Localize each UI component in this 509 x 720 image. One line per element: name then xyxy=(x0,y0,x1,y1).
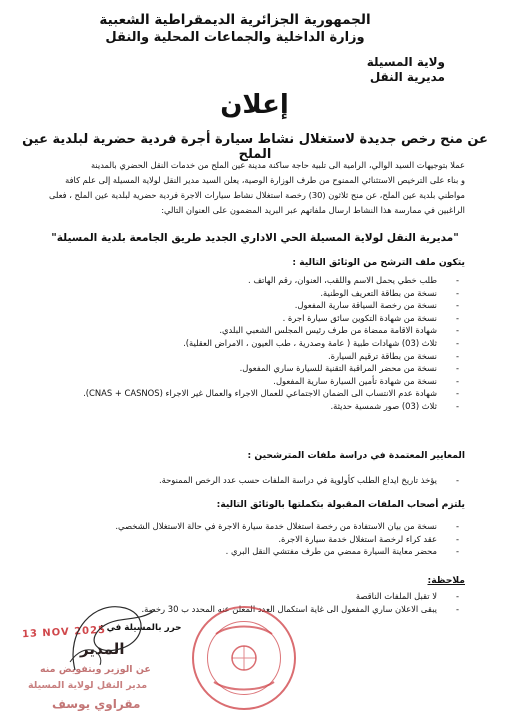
signature-place-date: حرر بالمسيلة في : xyxy=(100,623,182,633)
list-item: - نسخة من رخصة السياقة سارية المفعول. xyxy=(39,299,459,312)
list-item: - شهادة الاقامة ممضاة من طرف رئيس المجلس الشعبي البلدي. xyxy=(39,324,459,337)
notes-heading: ملاحظة: xyxy=(427,575,465,586)
handwritten-signature xyxy=(55,590,165,680)
intro-line: الراغبين في ممارسة هذا النشاط ارسال ملفاتهم عبر البريد المضمون على العنوان التالي: xyxy=(161,205,465,215)
intro-line: و بناء على الترخيص الاستثنائي الممنوح من طرف الوزارة الوصية، يعلن السيد مدير النقل لولاية المسيلة إلى علم كافة xyxy=(65,175,465,185)
list-item: - يبقى الاعلان ساري المفعول الى غاية استكمال العدد المعلن عنه المحدد ب 30 رخصة. xyxy=(39,603,459,616)
signatory-department: مدير النقل لولاية المسيلة xyxy=(28,680,148,691)
list-item: - نسخة من بيان الاستفادة من رخصة استغلال خدمة سيارة الاجرة في حالة الاستغلال الشخصي. xyxy=(39,520,459,533)
document-title: إعلان xyxy=(220,90,289,120)
accepted-documents-list xyxy=(39,520,459,558)
list-item: - يؤخذ تاريخ ايداع الطلب كأولوية في دراسة الملفات حسب عدد الرخص الممنوحة. xyxy=(39,474,459,487)
directorate-label: مديرية النقل xyxy=(369,70,445,84)
list-item: - نسخة من بطاقة التعريف الوطنية. xyxy=(39,287,459,300)
republic-header: الجمهورية الجزائرية الديمقراطية الشعبية xyxy=(99,12,371,28)
list-item: - عقد كراء لرخصة استغلال خدمة سيارة الاجرة. xyxy=(39,533,459,546)
list-item: - نسخة من محضر المراقبة التقنية للسيارة ساري المفعول. xyxy=(39,362,459,375)
signatory-name: مقراوي يوسف xyxy=(52,697,141,711)
date-stamp: 13 NOV 2025 xyxy=(21,624,107,641)
list-item: - محضر معاينة السيارة ممضي من طرف مفتشي النقل البري . xyxy=(39,545,459,558)
list-item: - ثلاث (03) شهادات طبية ( عامة وصدرية ، طب العيون ، الامراض العقلية). xyxy=(39,337,459,350)
list-item: - شهادة عدم الانتساب الى الضمان الاجتماعي للعمال الاجراء والعمال غير الاجراء (CNAS + CASNOS). xyxy=(39,387,459,400)
delegation-line: عن الوزير وبتفويض منه xyxy=(40,664,151,675)
official-seal-icon xyxy=(192,606,296,710)
list-item: - نسخة من شهادة التكوين سائق سيارة اجرة . xyxy=(39,312,459,325)
accepted-heading: يلتزم أصحاب الملفات المقبولة بتكملتها بالوثائق التالية: xyxy=(216,499,465,510)
intro-line: عملا بتوجيهات السيد الوالي، الرامية الى تلبية حاجة ساكنة مدينة عين الملح من خدمات النقل الحضري بالمدينة xyxy=(90,160,465,170)
list-item: - طلب خطي يحمل الاسم واللقب، العنوان، رقم الهاتف . xyxy=(39,274,459,287)
criteria-heading: المعايير المعتمدة في دراسة ملفات المترشحين : xyxy=(247,450,465,461)
signatory-title: المدير xyxy=(80,640,125,658)
wilaya-label: ولاية المسيلة xyxy=(366,55,445,69)
ministry-header: وزارة الداخلية والجماعات المحلية والنقل xyxy=(105,30,365,45)
criteria-list xyxy=(39,474,459,487)
mailing-address: "مديرية النقل لولاية المسيلة الحي الاداري الجديد طريق الجامعة بلدية المسيلة" xyxy=(51,232,459,244)
intro-line: مواطني بلدية عين الملح، عن منح ثلاثون (30) رخصة استغلال نشاط سيارات الاجرة فردية حضرية لبلدية عين الملح ، فعلى xyxy=(48,190,465,200)
list-item: - نسخة من شهادة تأمين السيارة سارية المفعول. xyxy=(39,375,459,388)
list-item: - ثلاث (03) صور شمسية حديثة. xyxy=(39,400,459,413)
intro-paragraph xyxy=(25,158,465,218)
announcement-subject: عن منح رخص جديدة لاستغلال نشاط سيارة أجرة فردية حضرية لبلدية عين الملح xyxy=(22,132,488,162)
docs-heading: يتكون ملف الترشح من الوثائق التالية : xyxy=(292,257,465,268)
list-item: - نسخة من بطاقة ترقيم السيارة. xyxy=(39,350,459,363)
required-documents-list xyxy=(39,274,459,413)
list-item: - لا تقبل الملفات الناقصة xyxy=(39,590,459,603)
